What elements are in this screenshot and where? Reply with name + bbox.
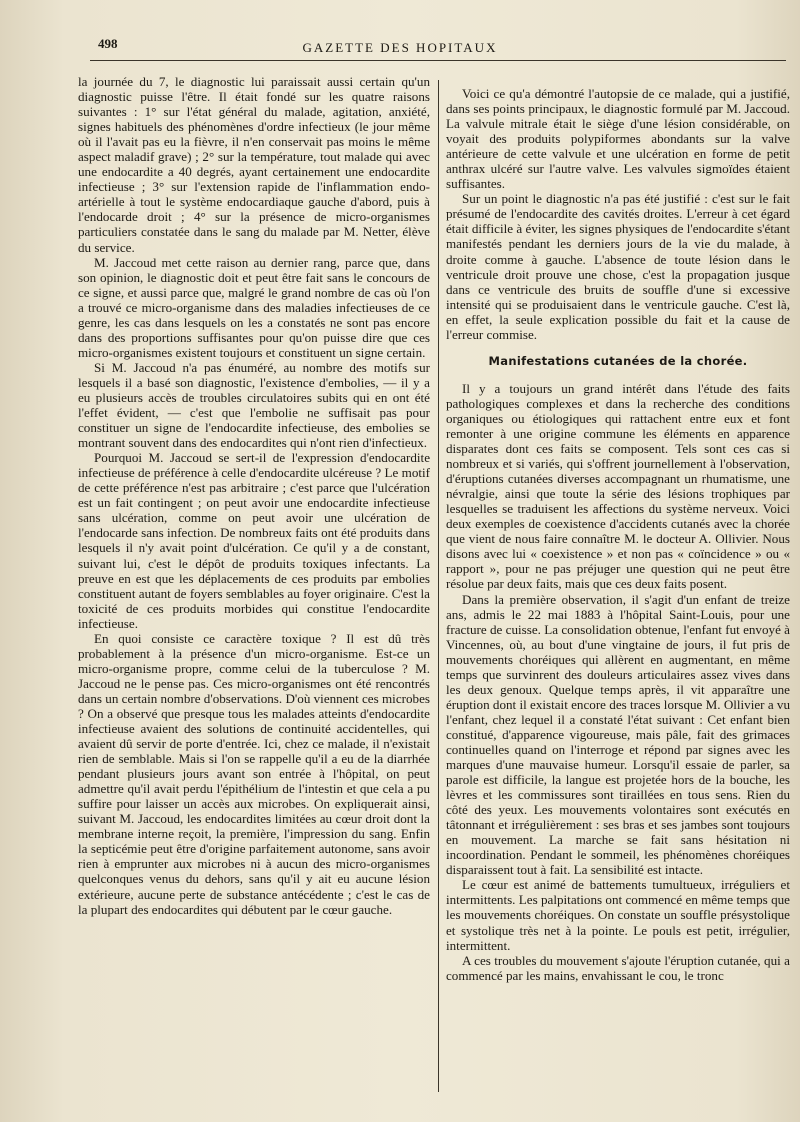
left-paragraph: la journée du 7, le diagnostic lui paraissait aussi certain qu'un diagnostic puisse l'être. Il était fondé sur les quatre raisons suivantes : 1° sur l'état général du malade, agitation, anxiété, signes habituels des phénomènes d'ordre infectieux (le jour même où il l'avait pas eu la fièvre, il n'en conservait pas moins le même aspect maladif grave) ; 2° sur la température, tout malade qui avec une endocardite a 40 degrés, ayant certainement une endocardite infectieuse ; 3° sur l'extension rapide de l'inflammation endo-artérielle à tout le système endocardiaque gauche d'abord, puis à l'endocarde droit ; 4° sur la présence de micro-organismes particuliers constatée dans le sang du malade par M. Netter, élève du service. — [78, 74, 430, 255]
left-paragraph: Si M. Jaccoud n'a pas énuméré, au nombre des motifs sur lesquels il a basé son diagnostic, l'existence d'embolies, — il y a eu plusieurs accès de troubles circulatoires subits qui en ont été l'effet évident, — c'est que l'embolie ne suffisait pas pour constituer un signe de l'endocardite infectieuse, des embolies se montrant souvent dans des endocardites qui n'ont rien d'infectieux. — [78, 359, 430, 451]
right-paragraph: Le cœur est animé de battements tumultueux, irréguliers et intermittents. Les palpitations ont commencé en même temps que les mouvements choréiques. On constate un souffle présystolique et systolique très net à la pointe. Le pouls est petit, irrégulier, intermittent. — [446, 877, 790, 953]
right-column — [446, 86, 790, 1088]
left-paragraph: Pourquoi M. Jaccoud se sert-il de l'expression d'endocardite infectieuse de préférence à celle d'endocardite ulcéreuse ? Le motif de cette préférence n'est pas arbitraire ; c'est parce que l'ulcération est un fait contingent ; on peut avoir une endocardite infectieuse sans ulcération, comme on peut avoir une ulcération de l'endocarde sans infection. De nombreux faits ont été produits dans lesquels il n'y avait point d'ulcération. Ce qu'il y a de constant, suivant lui, c'est le dépôt de produits toxiques infectants. La preuve en est que les déplacements de ces produits par embolies constituent autant de foyers semblables au foyer originaire. C'est la toxicité de ces produits morbides qui constitue l'endocardite infectieuse. — [78, 450, 430, 631]
section-heading: Manifestations cutanées de la chorée. — [488, 353, 748, 368]
left-paragraph: En quoi consiste ce caractère toxique ? Il est dû très probablement à la présence d'un micro-organisme. Est-ce un micro-organisme propre, comme celui de la tuberculose ? M. Jaccoud ne le pense pas. Ces micro-organismes ont été rencontrés dans un certain nombre d'observations. D'où viennent ces microbes ? On a observé que presque tous les malades atteints d'endocardite infectieuse avaient des solutions de continuité accidentelles, qui avaient dû servir de porte d'entrée. Ici, chez ce malade, il n'existait rien de semblable. Mais si l'on se rappelle qu'il a eu de la diarrhée pendant plusieurs jours avant son entrée à l'hôpital, on peut admettre qu'il avait perdu l'épithélium de l'intestin et que cela a pu suffire pour laisser un accès aux microbes. On expliquerait ainsi, suivant M. Jaccoud, les endocardites limitées au cœur droit dont la membrane interne reçoit, la première, l'impression du sang. Enfin la septicémie peut être d'origine parfaitement autonome, sans avoir rien à emprunter aux microbes ni à aucun des micro-organismes quelconques venus du dehors, sans qu'il y ait eu aucune lésion extérieure, aucune perte de substance antécédente ; c'est le cas de la plupart des endocardites qui débutent par le cœur gauche. — [78, 630, 430, 917]
right-paragraph: Dans la première observation, il s'agit d'un enfant de treize ans, admis le 22 mai 1883 à l'hôpital Saint-Louis, pour une fracture de cuisse. La consolidation obtenue, l'enfant fut envoyé à Vincennes, où, au bout d'une vingtaine de jours, il fut pris de mouvements choréiques qui allèrent en augmentant, en même temps que survinrent des douleurs articulaires assez vives dans les deux genoux. Quelque temps après, il vit apparaître une éruption dont il existait encore des traces lorsque M. Ollivier a vu l'enfant, chez lequel il a constaté l'état suivant : Cet enfant bien constitué, d'apparence vigoureuse, mais pâle, fait des grimaces continuelles quand on l'interroge et répond par signes avec les marques d'une mauvaise humeur. Lorsqu'il essaie de parler, sa parole est difficile, la langue est projetée hors de la bouche, les lèvres et les commissures sont tiraillées en tous sens. Rien du côté des yeux. Les mouvements volontaires sont exécutés en tâtonnant et irrégulièrement : ses bras et ses jambes sont toujours en mouvement. La marche se fait sans hésitation ni incoordination. Pendant le sommeil, les phénomènes choréiques disparaissent tout à fait. La sensibilité est intacte. — [446, 591, 790, 878]
page-number: 498 — [98, 36, 118, 51]
right-paragraph: Il y a toujours un grand intérêt dans l'étude des faits pathologiques complexes et dans la recherche des conditions organiques ou étiologiques qui rattachent entre eux et font remonter à une origine commune les éléments en apparence disparates dont ces faits se composent. Tels sont ces cas si nombreux et si variés, qui s'offrent journellement à l'observation, d'éruptions cutanées diverses accompagnant un rhumatisme, une névralgie, ainsi que toute la série des lésions trophiques par lesquelles se traduisent les affections du système nerveux. Voici deux exemples de coexistence d'accidents cutanés avec la chorée que vient de nous faire connaître M. le docteur A. Ollivier. Nous disons avec lui « coexistence » et non pas « coïncidence » ou « rapport », pour ne pas préjuger une question qui ne peut être résolue par deux faits, mais que ces deux faits posent. — [446, 380, 790, 592]
left-paragraph: M. Jaccoud met cette raison au dernier rang, parce que, dans son opinion, le diagnostic doit et peut être fait sans le concours de ce signe, et aussi parce que, malgré le grand nombre de cas où l'on a trouvé ce micro-organisme dans des maladies infectieuses de ce genre, les cas dans lesquels on les a constatés ne sont pas encore dans des proportions suffisantes pour qu'on puisse dire que ces micro-organismes existent toujours et constituent un signe certain. — [78, 254, 430, 360]
right-paragraph: A ces troubles du mouvement s'ajoute l'éruption cutanée, qui a commencé par les mains, envahissant le cou, le tronc — [446, 952, 790, 983]
header-rule — [90, 60, 786, 61]
running-header-title: GAZETTE DES HOPITAUX — [302, 40, 498, 55]
right-paragraph: Sur un point le diagnostic n'a pas été justifié : c'est sur le fait présumé de l'endocardite des cavités droites. L'erreur à cet égard était difficile à éviter, les signes physiques de l'endocardite s'étant manifestés pendant les derniers jours de la vie du malade, à droite comme à gauche. L'absence de toute lésion dans le ventricule droit prouve une chose, c'est la propagation jusque dans ce ventricule des bruits de souffle d'une si excessive intensité qui se produisaient dans le ventricule gauche. C'est là, en effet, la seule explication possible du fait et la cause de l'erreur commise. — [446, 191, 790, 342]
column-divider — [438, 80, 439, 1092]
left-column — [78, 74, 430, 1088]
right-paragraph: Voici ce qu'a démontré l'autopsie de ce malade, qui a justifié, dans ses points principaux, le diagnostic formulé par M. Jaccoud. La valvule mitrale était le siège d'une lésion considérable, on voyait des produits polypiformes abondants sur la valve antérieure de cette valvule et une ulcération en forme de petit anthrax ulcéré sur l'autre valve. Les valvules sigmoïdes étaient suffisantes. — [446, 86, 790, 192]
